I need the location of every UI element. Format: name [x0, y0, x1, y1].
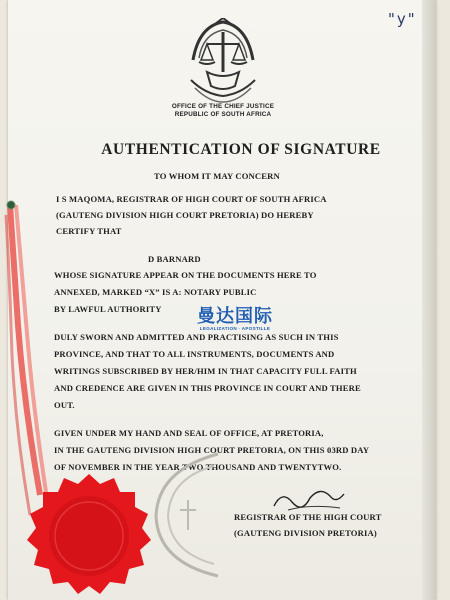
signature-icon [270, 482, 350, 516]
signatory-title: REGISTRAR OF THE HIGH COURT [234, 512, 382, 522]
salutation: TO WHOM IT MAY CONCERN [154, 171, 280, 181]
body-line: WHOSE SIGNATURE APPEAR ON THE DOCUMENTS HERE TO [54, 270, 317, 280]
red-wax-seal-icon [24, 468, 154, 600]
body-line: OUT. [54, 400, 75, 410]
page-edge-shadow [422, 0, 436, 600]
embossed-seal-icon [148, 450, 226, 580]
watermark-cn: 曼达国际 [197, 306, 273, 326]
body-line: AND CREDENCE ARE GIVEN IN THIS PROVINCE IN COURT AND THERE [54, 383, 361, 393]
certified-name: D BARNARD [148, 254, 201, 264]
document-title: AUTHENTICATION OF SIGNATURE [101, 141, 381, 158]
page-mark: "y" [388, 10, 417, 28]
watermark-en: LEGALIZATION · APOSTILLE [199, 326, 271, 331]
body-line: PROVINCE, AND THAT TO ALL INSTRUMENTS, DOCUMENTS AND [54, 349, 335, 359]
body-line: I S MAQOMA, REGISTRAR OF HIGH COURT OF SOUTH AFRICA [56, 194, 327, 204]
body-line: CERTIFY THAT [56, 226, 122, 236]
office-line-1: OFFICE OF THE CHIEF JUSTICE [171, 103, 275, 110]
body-line: DULY SWORN AND ADMITTED AND PRACTISING AS SUCH IN THIS [54, 332, 339, 342]
body-line: OF NOVEMBER IN THE YEAR TWO THOUSAND AND TWENTYTWO. [54, 462, 342, 472]
office-line-2: REPUBLIC OF SOUTH AFRICA [174, 111, 272, 118]
office-heading [128, 103, 318, 119]
body-line: IN THE GAUTENG DIVISION HIGH COURT PRETORIA, ON THIS 03RD DAY [54, 445, 370, 455]
watermark-stamp [194, 306, 276, 332]
body-line: ANNEXED, MARKED “X” IS A: NOTARY PUBLIC [54, 287, 257, 297]
signatory-division: (GAUTENG DIVISION PRETORIA) [234, 528, 377, 538]
grommet-icon [6, 200, 16, 210]
body-line: WRITINGS SUBSCRIBED BY HER/HIM IN THAT CAPACITY FULL FAITH [54, 366, 357, 376]
body-line: (GAUTENG DIVISION HIGH COURT PRETORIA) DO HEREBY [56, 210, 314, 220]
body-line: BY LAWFUL AUTHORITY [54, 304, 162, 314]
body-line: GIVEN UNDER MY HAND AND SEAL OF OFFICE, AT PRETORIA, [54, 428, 324, 438]
coat-of-arms-icon [185, 18, 261, 104]
